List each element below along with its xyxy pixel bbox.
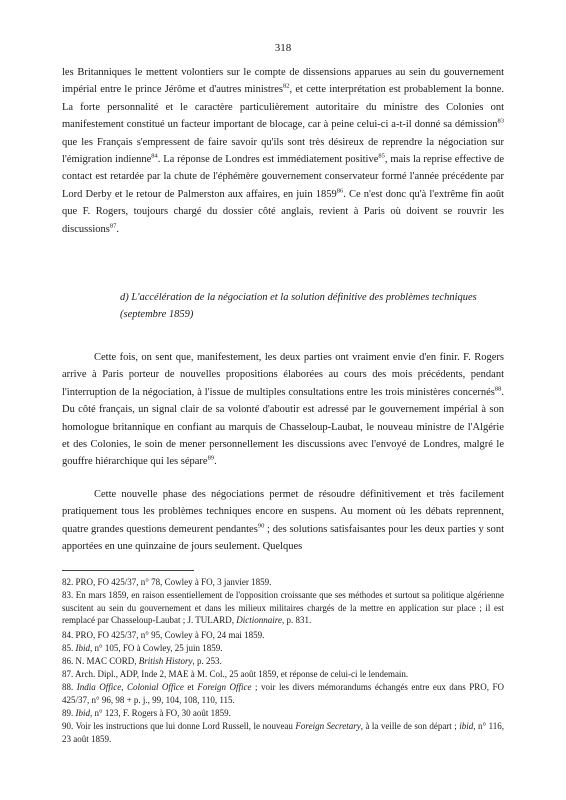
text-italic: ibid xyxy=(459,721,474,731)
text: , xyxy=(121,682,127,692)
text: ; des solutions satisfaisantes pour les deux parties y sont apportées en une quinzaine de jours seulement. Quelques xyxy=(62,523,504,553)
text: , mais la reprise effective de contact est retardée par la chute de l'éphémère gouvernement conservateur formé l'année précédente par Lord Derby et le retour de Palmerston aux affaires, en juin 1859 xyxy=(62,154,504,200)
footnote-ref-90[interactable]: 90 xyxy=(257,522,265,530)
text-italic: Ibid xyxy=(75,708,90,718)
footnote-86 xyxy=(62,655,504,668)
footnote-88 xyxy=(62,681,504,706)
text: 90. Voir les instructions que lui donne Lord Russell, le nouveau xyxy=(62,721,296,731)
section-heading: d) L'accélération de la négociation et la solution définitive des problèmes techniques (septembre 1859) xyxy=(120,292,477,321)
text: , à la veille de son départ ; xyxy=(360,721,460,731)
text: , p. 831. xyxy=(281,615,312,626)
text: 85. xyxy=(62,643,76,653)
text: ; voir les divers mémorandums échangés entre eux dans PRO, FO 425/37, n° 96, 98 + p. j., 99, 104, 108, 110, 115. xyxy=(62,682,505,705)
text: . xyxy=(214,456,217,468)
footnote-89 xyxy=(62,707,504,720)
text-italic: Foreign Office xyxy=(197,682,252,692)
text: . xyxy=(116,223,119,235)
footnote-84: 84. PRO, FO 425/37, n° 95, Cowley à FO, 24 mai 1859. xyxy=(62,630,265,640)
paragraph-2 xyxy=(62,349,504,471)
text: 83. En mars 1859, en raison essentiellement de l'opposition croissante que ses méthodes et surtout sa politique algérienne suscitent au sein du gouvernement et dans les milieux militaires chargés de la mettre en application sur place ; il est remplacé par Chasseloup-Laubat ; J. TULARD, xyxy=(62,590,504,626)
text: . Du côté français, un signal clair de sa volonté d'aboutir est adressé par le gouvernement impérial à son homologue britannique en confiant au marquis de Chasseloup-Laubat, le nouveau ministre de l'Algérie et des Colonies, le soin de mener personnellement les discussions avec l'envoyé de Londres, malgré le gouffre hiérarchique qui les sépare xyxy=(62,386,504,468)
text: Cette fois, on sent que, manifestement, les deux parties ont vraiment envie d'en finir. F. Rogers arrive à Paris porteur de nouvelles propositions élaborées au cours des mois précédents, pendant l'interruption de la négociation, à l'issue de multiples consultations entre les trois ministères concernés xyxy=(62,352,504,398)
text-italic: Ibid xyxy=(75,643,90,653)
text: , n° 116, 23 août 1859. xyxy=(62,721,505,744)
text: , et cette interprétation est probablement la bonne. La forte personnalité et le caractère particulièrement autoritaire du ministre des Colonies ont manifestement constitué un facteur important de blocage, car à peine celui-ci a-t-il donné sa démission xyxy=(62,84,504,131)
footnote-ref-88[interactable]: 88 xyxy=(494,385,502,393)
paragraph-3 xyxy=(62,486,504,556)
footnote-ref-82[interactable]: 82 xyxy=(283,82,290,90)
text-italic: Foreign Secretary xyxy=(295,721,361,731)
text: , n° 123, F. Rogers à FO, 30 août 1859. xyxy=(90,708,231,718)
footnote-90 xyxy=(62,720,504,745)
text: et xyxy=(183,682,198,692)
footnote-ref-87[interactable]: 87 xyxy=(109,222,117,230)
text: Cette nouvelle phase des négociations permet de résoudre définitivement et très facilement pratiquement tous les problèmes techniques encore en suspens. Au moment où les débats reprennent, quatre grandes questions demeurent pendantes xyxy=(62,489,504,535)
text: les Britanniques le mettent volontiers sur le compte de dissensions apparues au sein du gouvernement impérial entre le prince Jérôme et d'autres ministres xyxy=(62,67,504,96)
text: , p. 253. xyxy=(192,656,222,666)
footnote-ref-86[interactable]: 86 xyxy=(336,187,344,195)
text: 89. xyxy=(62,708,76,718)
text: . La réponse de Londres est immédiatement positive xyxy=(157,154,379,166)
text: 88. xyxy=(62,682,77,692)
text: . Ce n'est donc qu'à l'extrême fin août que F. Rogers, toujours chargé du dossier côté anglais, revient à Paris où doivent se rouvrir les discussions xyxy=(62,188,504,235)
footnote-ref-89[interactable]: 89 xyxy=(207,454,215,462)
footnote-divider xyxy=(62,570,194,571)
footnote-83 xyxy=(62,589,504,627)
text-italic: Dictionnaire xyxy=(236,615,282,626)
page-number: 318 xyxy=(274,42,292,54)
text: 86. N. MAC CORD, xyxy=(62,656,139,666)
text: que les Français s'empressent de faire savoir qu'ils sont très désireux de reprendre la négociation sur l'émigration indienne xyxy=(62,136,504,166)
text-italic: British History xyxy=(138,656,193,666)
text: , n° 105, FO à Cowley, 25 juin 1859. xyxy=(90,643,223,653)
text-italic: India Office xyxy=(76,682,122,692)
footnote-85 xyxy=(62,642,504,655)
footnote-ref-83[interactable]: 83 xyxy=(497,117,504,125)
footnote-ref-84[interactable]: 84 xyxy=(151,152,158,160)
footnote-ref-85[interactable]: 85 xyxy=(378,152,385,160)
footnote-82: 82. PRO, FO 425/37, n° 78, Cowley à FO, 3 janvier 1859. xyxy=(62,577,272,587)
paragraph-1 xyxy=(62,64,504,238)
footnote-87: 87. Arch. Dipl., ADP, Inde 2, MAE à M. Col., 25 août 1859, et réponse de celui-ci le lendemain. xyxy=(62,669,409,679)
text-italic: Colonial Office xyxy=(126,682,184,692)
